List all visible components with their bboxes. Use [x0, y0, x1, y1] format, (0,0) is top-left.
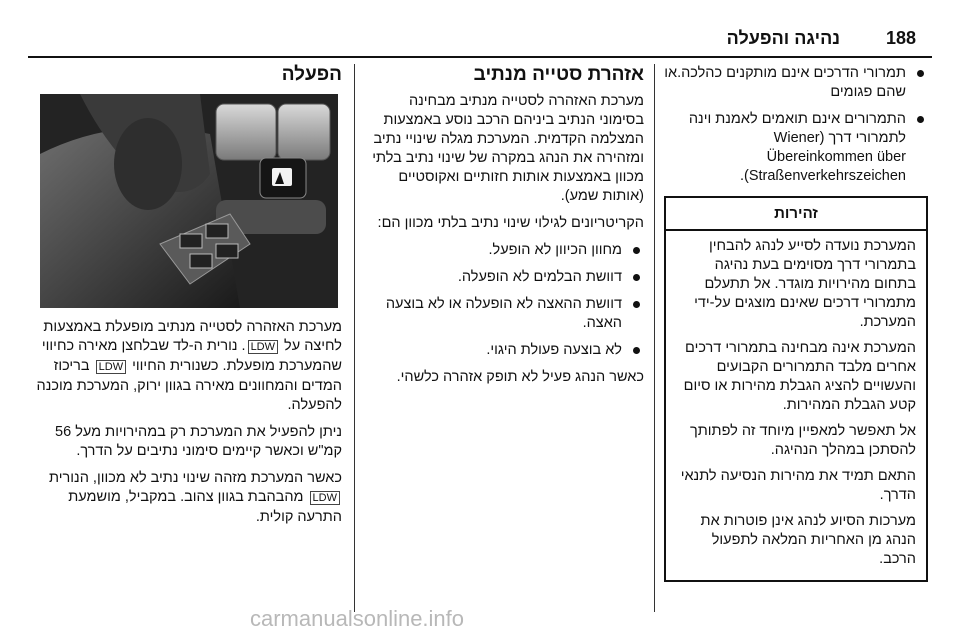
lane-departure-icon: LDW	[96, 360, 126, 374]
column-right	[664, 64, 928, 582]
warning-box	[664, 196, 928, 582]
body-paragraph: ניתן להפעיל את המערכת רק במהירויות מעל 56 קמ"ש וכאשר קיימים סימוני נתיבים על הדרך.	[55, 424, 342, 459]
list-item: דוושת הבלמים לא הופעלה.	[364, 268, 644, 287]
lane-departure-icon: LDW	[248, 340, 278, 354]
column-divider-left	[354, 64, 355, 612]
list-item: דוושת ההאצה לא הופעלה או לא בוצעה האצה.	[364, 295, 644, 333]
console-illustration	[40, 94, 338, 308]
warning-paragraph: אל תאפשר למאפיין מיוחד זה לפתותך להסתכן במהלך הנהיגה.	[690, 423, 916, 458]
list-item: התמרורים אינם תואמים לאמנת וינה לתמרורי דרך (Wiener Übereinkommen über Straßenverkehrszeichen).	[664, 110, 928, 186]
column-left	[36, 64, 342, 92]
body-paragraph: מערכת האזהרה לסטייה מנתיב מופעלת באמצעות לחיצה על LDW. נורית ה-לד שבלחצן מאירה כחיווי שהמערכת מופעלת. כשנורית החיווי LDW בריכוז המדים והמחוונים מאירה בגוון ירוק, המערכת מוכנה להפעלה.	[36, 319, 342, 413]
list-item: תמרורי הדרכים אינם מותקנים כהלכה.או שהם פגומים	[664, 64, 928, 102]
condition-list	[664, 64, 928, 186]
warning-paragraph: המערכת נועדה לסייע לנהג להבחין בתמרורי דרך מסוימים בעת נהיגה בתחום מהירויות מוגדר. אל תתעלם מתמרורי דרכים שאינם מוצגים על-ידי המערכת.	[694, 238, 916, 330]
warning-paragraph: התאם תמיד את מהירות הנסיעה לתנאי הדרך.	[680, 468, 916, 503]
body-paragraph: כאשר הנהג פעיל לא תופק אזהרה כלשהי.	[396, 369, 644, 385]
warning-title: זהירות	[666, 198, 926, 231]
lane-departure-icon: LDW	[310, 491, 340, 505]
body-paragraph: הקריטריונים לגילוי שינוי נתיב בלתי מכוון הם:	[377, 215, 644, 231]
section-heading: הפעלה	[281, 64, 342, 85]
page-header	[0, 0, 960, 60]
warning-paragraph: המערכת אינה מבחינה בתמרורי דרכים אחרים מלבד התמרורים הקבועים והעשויים להציג הגבלת מהירות או סיום קטע הגבלת המהירות.	[683, 340, 916, 413]
body-paragraph: כאשר המערכת מזהה שינוי נתיב לא מכוון, הנורית LDW מהבהבת בגוון צהוב. במקביל, מושמעת התרעה קולית.	[49, 470, 342, 525]
section-heading: אזהרת סטייה מנתיב	[473, 64, 644, 85]
column-middle	[364, 64, 644, 395]
body-paragraph: מערכת האזהרה לסטייה מנתיב מבחינה בסימוני הנתיב ביניהם הרכב נוסע באמצעות המצלמה הקדמית. המערכת מגלה שינויי נתיב ומזהירה את הנהג במקרה של שינוי נתיב בלתי מכוון באמצעות אותות חזותיים ואקוסטיים (אותות שמע).	[372, 93, 644, 204]
column-divider-right	[654, 64, 655, 612]
chapter-title: נהיגה והפעלה	[726, 28, 840, 48]
console-photo	[40, 94, 338, 308]
warning-paragraph: מערכות הסיוע לנהג אינן פוטרות את הנהג מן האחריות המלאה לתפעול הרכב.	[700, 513, 916, 567]
page-number: 188	[885, 28, 916, 48]
header-rule	[28, 56, 932, 58]
list-item: לא בוצעה פעולת היגוי.	[364, 341, 644, 360]
watermark: carmanualsonline.info	[250, 606, 465, 631]
list-item: מחוון הכיוון לא הופעל.	[364, 241, 644, 260]
column-left-text	[36, 318, 342, 535]
criteria-list	[364, 241, 644, 360]
